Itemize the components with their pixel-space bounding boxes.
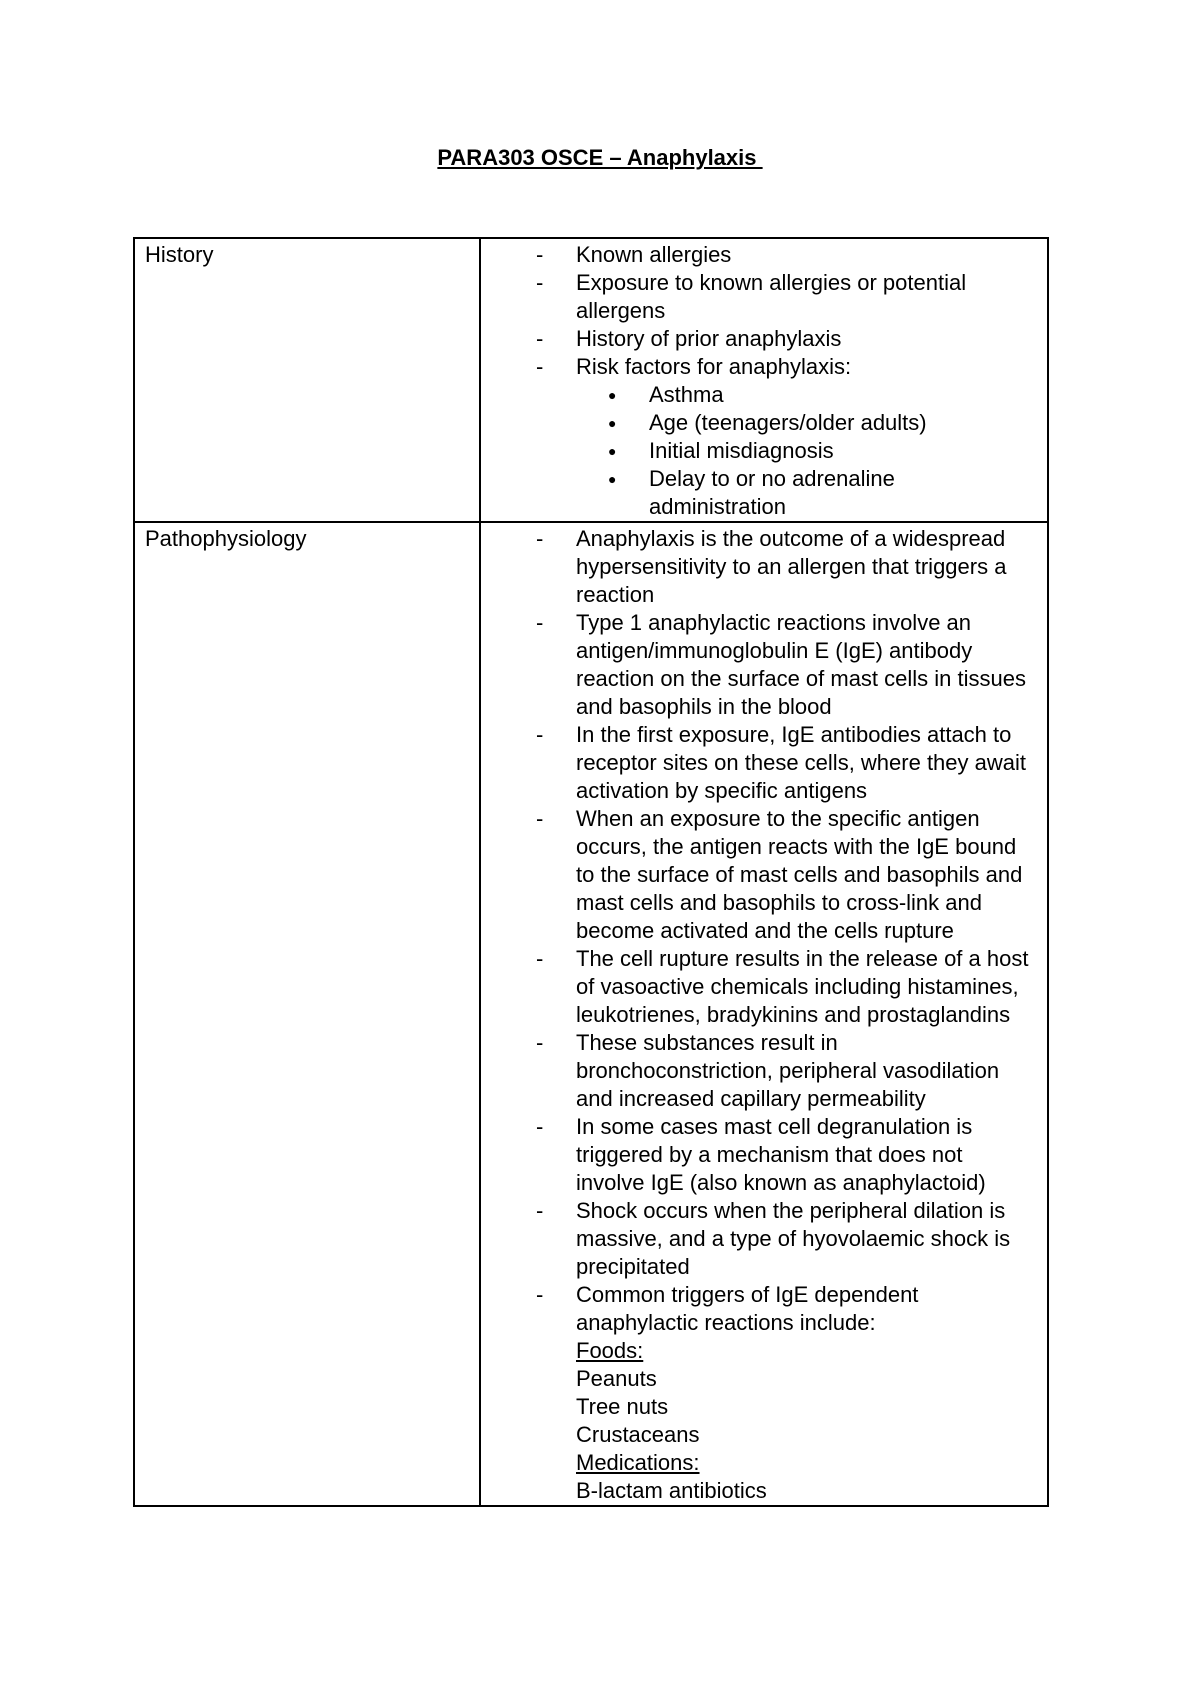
list-item: - In the first exposure, IgE antibodies attach to receptor sites on these cells, where they await activation by specific antigens — [491, 721, 1037, 805]
pathophysiology-label: Pathophysiology — [134, 522, 480, 1506]
list-item: - In some cases mast cell degranulation is triggered by a mechanism that does not involve IgE (also known as anaphylactoid) — [491, 1113, 1037, 1197]
risk-factor-list — [491, 381, 1037, 521]
risk-factor-item: ● Initial misdiagnosis — [491, 437, 1037, 465]
foods-heading: Foods: — [576, 1338, 644, 1363]
triggers-heading: - Common triggers of IgE dependent anaphylactic reactions include: — [576, 1282, 919, 1335]
list-item: - Shock occurs when the peripheral dilation is massive, and a type of hyovolaemic shock is precipitated — [491, 1197, 1037, 1281]
history-row — [134, 238, 1048, 522]
list-item: - Anaphylaxis is the outcome of a widespread hypersensitivity to an allergen that triggers a reaction — [491, 525, 1037, 609]
pathophysiology-content — [480, 522, 1048, 1506]
list-item: - Type 1 anaphylactic reactions involve an antigen/immunoglobulin E (IgE) antibody reaction on the surface of mast cells in tissues and basophils in the blood — [491, 609, 1037, 721]
page-title: PARA303 OSCE – Anaphylaxis — [437, 145, 763, 170]
osce-table — [133, 237, 1049, 1507]
pathophysiology-row — [134, 522, 1048, 1506]
food-item: Peanuts — [576, 1366, 657, 1391]
risk-factor-item: ● Delay to or no adrenaline administration — [491, 465, 1037, 521]
list-item: - History of prior anaphylaxis — [491, 325, 1037, 353]
list-item: - Known allergies — [491, 241, 1037, 269]
medications-heading: Medications: — [576, 1450, 700, 1475]
list-item-triggers — [491, 1281, 1037, 1505]
list-item: - Exposure to known allergies or potential allergens — [491, 269, 1037, 325]
list-item: - These substances result in bronchoconstriction, peripheral vasodilation and increased capillary permeability — [491, 1029, 1037, 1113]
history-list — [491, 241, 1037, 521]
list-item-risk-factors — [491, 353, 1037, 521]
history-label: History — [134, 238, 480, 522]
history-content — [480, 238, 1048, 522]
food-item: Tree nuts — [576, 1394, 669, 1419]
risk-factors-heading: Risk factors for anaphylaxis: — [576, 354, 852, 379]
pathophysiology-list — [491, 525, 1037, 1505]
risk-factor-item: ● Asthma — [491, 381, 1037, 409]
list-item: - The cell rupture results in the release of a host of vasoactive chemicals including histamines, leukotrienes, bradykinins and prostaglandins — [491, 945, 1037, 1029]
medication-item: B-lactam antibiotics — [576, 1478, 767, 1503]
list-item: - When an exposure to the specific antigen occurs, the antigen reacts with the IgE bound to the surface of mast cells and basophils and mast cells and basophils to cross-link and become activated and the cells rupture — [491, 805, 1037, 945]
food-item: Crustaceans — [576, 1422, 700, 1447]
risk-factor-item: ● Age (teenagers/older adults) — [491, 409, 1037, 437]
